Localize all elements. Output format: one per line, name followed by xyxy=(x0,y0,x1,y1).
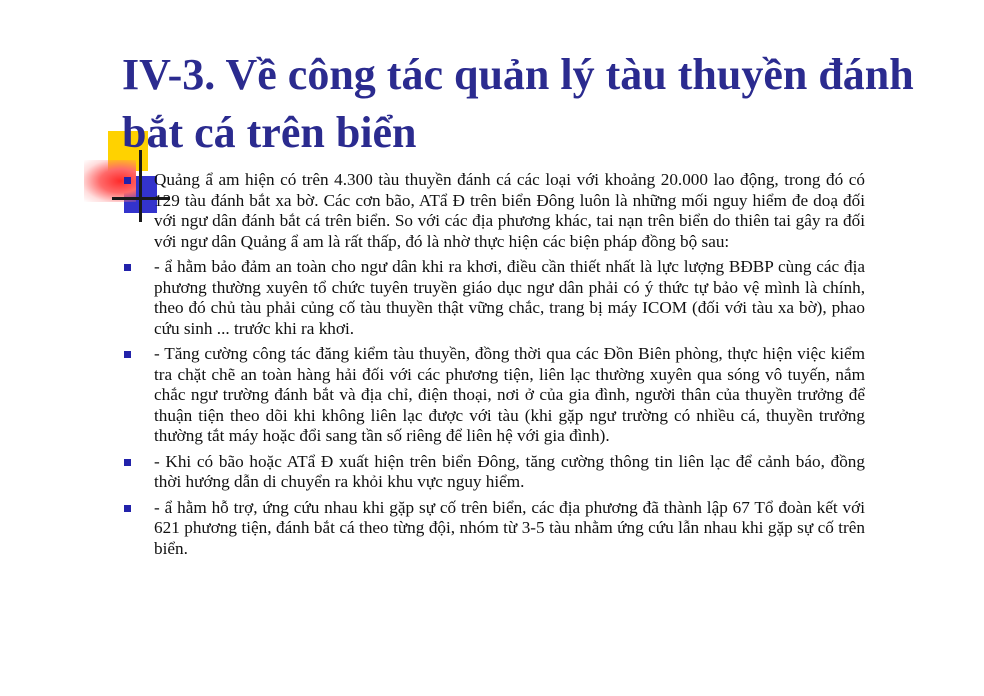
bullet-text: - Tăng cường công tác đăng kiểm tàu thuyền, đồng thời qua các Đồn Biên phòng, thực hiện việc kiểm tra chặt chẽ an toàn hàng hải đối với các phương tiện, liên lạc thường xuyên qua sóng vô tuyến, nắm chắc ngư trường đánh bắt và địa chỉ, điện thoại, nơi ở của gia đình, người thân của thuyền trưởng để thuận tiện theo dõi khi không liên lạc được với tàu (khi gặp ngư trường có nhiều cá, thuyền trưởng thường tắt máy hoặc đổi sang tần số riêng để liên hệ với gia đình). xyxy=(154,344,865,445)
bullet-item xyxy=(120,257,865,339)
bullet-list xyxy=(120,170,865,564)
bullet-item xyxy=(120,498,865,560)
square-bullet-icon xyxy=(124,351,131,358)
bullet-text: - Khi có bão hoặc ATẩ Đ xuất hiện trên biển Đông, tăng cường thông tin liên lạc để cảnh báo, đồng thời hướng dẫn di chuyển ra khỏi khu vực nguy hiểm. xyxy=(154,451,865,491)
square-bullet-icon xyxy=(124,264,131,271)
square-bullet-icon xyxy=(124,459,131,466)
bullet-text: - ẩ hằm bảo đảm an toàn cho ngư dân khi ra khơi, điều cần thiết nhất là lực lượng BĐBP cùng các địa phương thường xuyên tổ chức tuyên truyền giáo dục ngư dân phải có ý thức tự bảo vệ mình là chính, theo đó chủ tàu phải củng cố tàu thuyền thật vững chắc, trang bị máy ICOM (đối với tàu xa bờ), phao cứu sinh ... trước khi ra khơi. xyxy=(154,257,865,338)
bullet-text: Quảng ẩ am hiện có trên 4.300 tàu thuyền đánh cá các loại với khoảng 20.000 lao động, trong đó có 129 tàu đánh bắt xa bờ. Các cơn bão, ATẩ Đ trên biển Đông luôn là những mối nguy hiểm đe doạ đối với ngư dân đánh bắt cá trên biển. So với các địa phương khác, tai nạn trên biển do thiên tai gây ra đối với ngư dân Quảng ẩ am là rất thấp, đó là nhờ thực hiện các biện pháp đồng bộ sau: xyxy=(154,170,865,251)
bullet-item xyxy=(120,170,865,252)
bullet-item xyxy=(120,344,865,447)
bullet-text: - ẩ hằm hỗ trợ, ứng cứu nhau khi gặp sự cố trên biển, các địa phương đã thành lập 67 Tổ đoàn kết với 621 phương tiện, đánh bắt cá theo từng đội, nhóm từ 3-5 tàu nhằm ứng cứu lẫn nhau khi gặp sự cố trên biển. xyxy=(154,497,865,558)
bullet-item xyxy=(120,452,865,493)
slide-title: IV-3. Về công tác quản lý tàu thuyền đánh bắt cá trên biển xyxy=(122,50,914,157)
square-bullet-icon xyxy=(124,505,131,512)
square-bullet-icon xyxy=(124,177,131,184)
